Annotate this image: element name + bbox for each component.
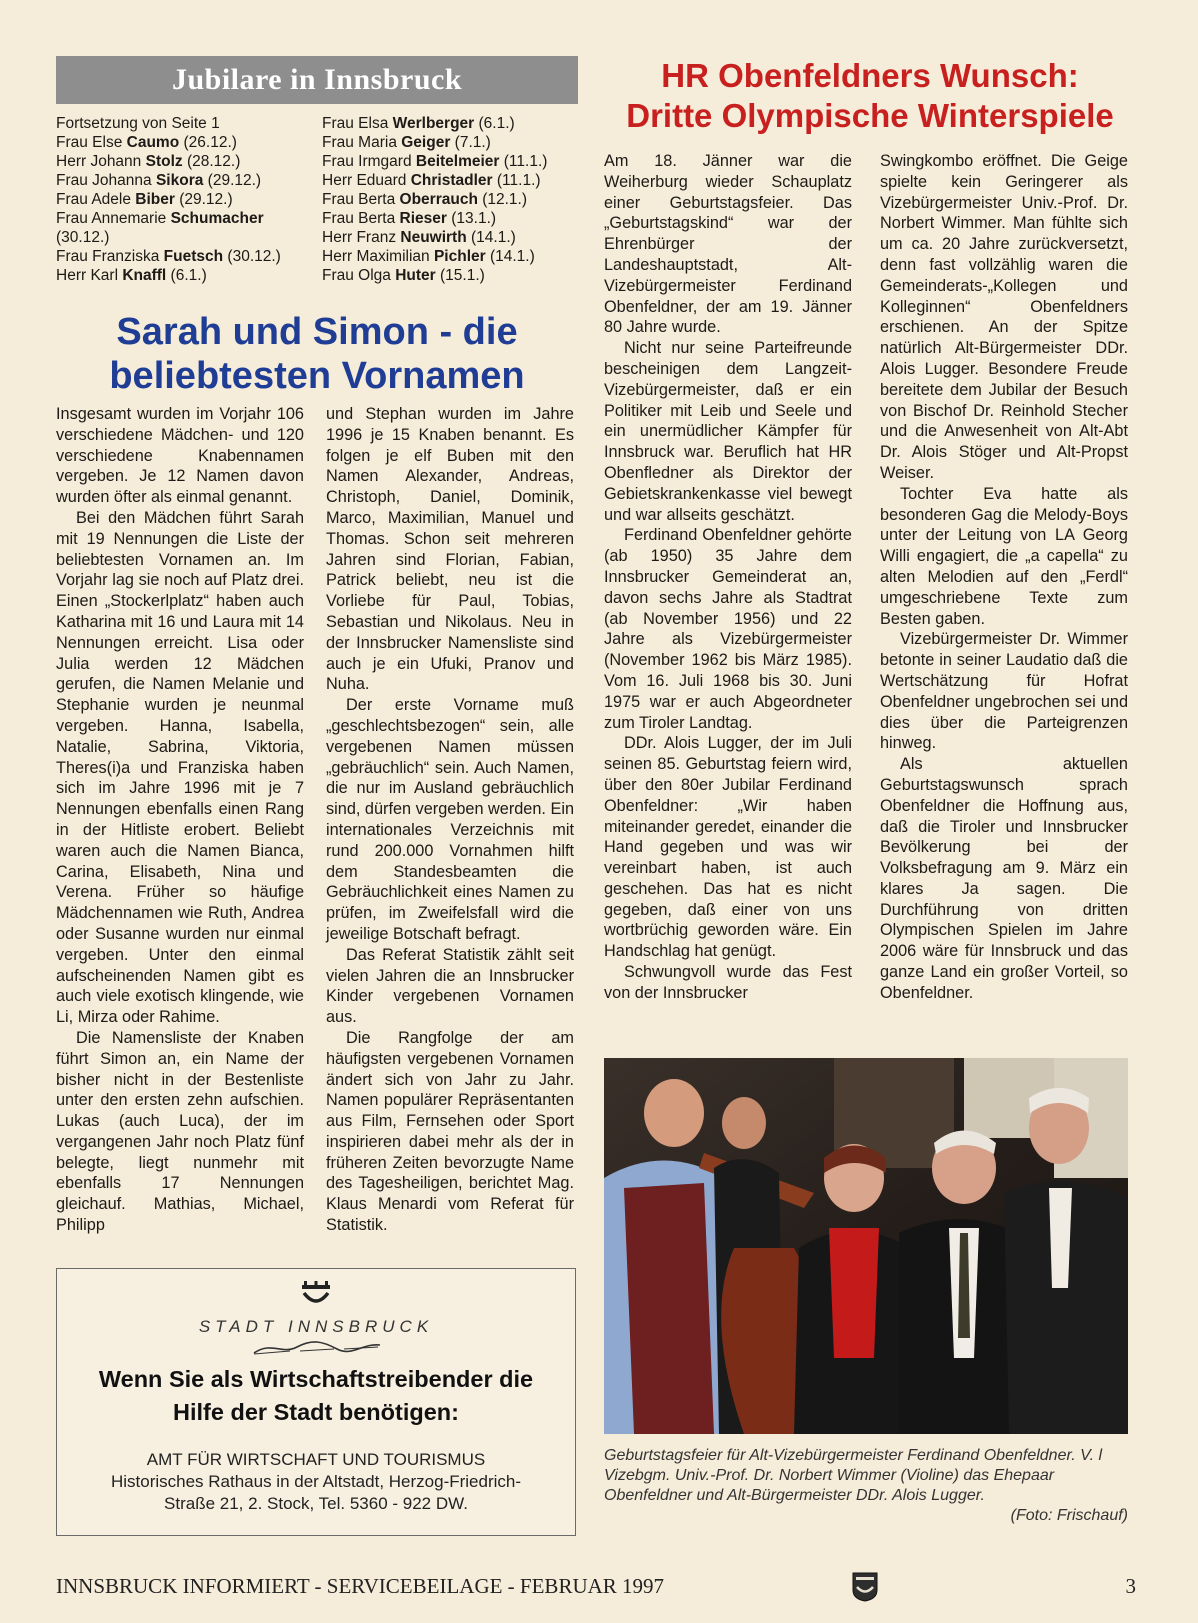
jubilar-title: Frau Else	[56, 134, 127, 151]
photo-credit: (Foto: Frischauf)	[1010, 1507, 1128, 1524]
jubilar-entry	[322, 190, 578, 209]
jubilar-entry	[322, 228, 578, 247]
jubilar-title: Herr Franz	[322, 229, 401, 246]
jubilare-title: Jubilare in Innsbruck	[171, 63, 463, 96]
jubilar-date: (12.1.)	[477, 191, 528, 208]
jubilare-list-left	[56, 114, 306, 285]
names-headline-line2: beliebtesten Vornamen	[109, 355, 525, 397]
jubilar-title: (30.12.)	[56, 229, 110, 246]
paragraph: Schwungvoll wurde das Fest von der Innsbrucker	[604, 963, 852, 1002]
jubilar-entry	[322, 152, 578, 171]
names-headline-line1: Sarah und Simon - die	[116, 311, 518, 353]
jubilare-list-right	[322, 114, 578, 285]
jubilar-date: (29.12.)	[174, 191, 233, 208]
ad-contact	[67, 1449, 565, 1515]
paragraph: Als aktuellen Geburtstagswunsch sprach Obenfeldner die Hoffnung aus, daß die Tiroler und Innsbrucker Bevölkerung bei der Volksbefragung am 9. März ein klares Ja sagen. Die Durchführung von dritten Olympischen Spielen im Jahre 2006 wäre für Innsbruck und das ganze Land ein großer Vorteil, so Obenfeldner.	[880, 755, 1128, 1002]
jubilar-date: (15.1.)	[435, 267, 485, 284]
jubilar-entry	[56, 209, 306, 228]
jubilar-surname: Geiger	[401, 134, 451, 151]
jubilar-entry	[322, 114, 578, 133]
jubilar-date: (26.12.)	[179, 134, 237, 151]
jubilar-surname: Neuwirth	[400, 229, 467, 246]
paragraph: Bei den Mädchen führt Sarah mit 19 Nennungen die Liste der beliebtesten Vornamen an. Im Vorjahr lag sie noch auf Platz drei. Einen „Stockerlplatz“ haben auch Katharina mit 16 und Laura mit 14 Nennungen erreicht. Lisa oder Julia werden 12 Mädchen gerufen, die Namen Melanie und Stephanie wurden je neunmal vergeben. Hanna, Isabella, Natalie, Sabrina, Viktoria, Theres(i)a und Franziska haben sich im Jahre 1996 mit je 7 Nennungen ebenfalls einen Rang in der Hitliste erobert. Beliebt waren auch die Namen Bianca, Carina, Elisabeth, Nina und Verena. Früher so häufige Mädchennamen wie Ruth, Andrea oder Susanne wurden nur einmal vergeben. Unter den einmal aufscheinenden Namen gibt es auch viele exotisch klingende, wie Li, Mirza oder Rahime.	[56, 508, 304, 1027]
jubilar-title: Frau Olga	[322, 267, 396, 284]
birthday-article-column-2	[880, 151, 1128, 1004]
jubilar-entry	[56, 152, 306, 171]
birthday-article-column-1	[604, 151, 852, 1004]
city-bridge-logo-icon	[300, 1281, 332, 1309]
paragraph: Vizebürgermeister Dr. Wimmer betonte in seiner Laudatio daß die Wertschätzung für Hofrat Obenfeldner ungebrochen sei und dies über die Parteigrenzen hinweg.	[880, 630, 1128, 753]
jubilar-surname: Biber	[135, 191, 175, 208]
jubilar-surname: Pichler	[433, 248, 486, 265]
paragraph: DDr. Alois Lugger, der im Juli seinen 85. Geburtstag feiern wird, über den 80er Jubilar Ferdinand Obenfeldner: „Wir haben miteinander geredet, einander die Hand gegeben und was wir vereinbart haben, ist auch geschehen. Das hat es nicht gegeben, daß einer von uns wortbrüchig geworden wäre. Ein Handschlag hat genügt.	[604, 734, 852, 961]
jubilar-entry	[56, 266, 306, 285]
jubilar-surname: Christadler	[410, 172, 493, 189]
ad-office: AMT FÜR WIRTSCHAFT UND TOURISMUS	[146, 1450, 486, 1469]
birthday-photo	[604, 1058, 1128, 1434]
paragraph: Die Namensliste der Knaben führt Simon an, ein Name der bisher nicht in der Bestenliste unter den ersten zehn aufschien. Lukas (auch Luca), der im vergangenen Jahr noch Platz fünf belegte, liegt nunmehr mit ebenfalls 17 Nennungen gleichauf. Mathias, Michael, Philipp	[56, 1028, 304, 1235]
jubilar-title: Herr Johann	[56, 153, 146, 170]
wave-logo-icon	[252, 1339, 382, 1357]
page-number: 3	[1125, 1574, 1136, 1598]
photo-caption	[604, 1446, 1128, 1526]
jubilar-date: (7.1.)	[450, 134, 491, 151]
paragraph: Am 18. Jänner war die Weiherburg wieder Schauplatz einer Geburtstagsfeier. Das „Geburtstagskind“ war der Ehrenbürger der Landeshauptstadt, Alt-Vizebürgermeister Ferdinand Obenfeldner, der am 19. Jänner 80 Jahre wurde.	[604, 152, 852, 337]
jubilar-title: Frau Elsa	[322, 115, 393, 132]
jubilar-entry	[56, 133, 306, 152]
jubilar-entry	[56, 114, 306, 133]
birthday-headline-line1: HR Obenfeldners Wunsch:	[661, 57, 1079, 94]
birthday-headline-line2: Dritte Olympische Winterspiele	[626, 97, 1114, 134]
jubilar-title: Herr Karl	[56, 267, 123, 284]
jubilar-surname: Knaffl	[122, 267, 167, 284]
footer-publication: INNSBRUCK INFORMIERT - SERVICEBEILAGE - FEBRUAR 1997	[56, 1574, 665, 1598]
paragraph: Tochter Eva hatte als besonderen Gag die Melody-Boys unter der Leitung von LA Georg Willi engagiert, die „a capella“ zu alten Melodien auf den „Ferdl“ umgeschriebene Texte zum Besten gaben.	[880, 484, 1128, 628]
jubilar-title: Frau Berta	[322, 191, 400, 208]
jubilar-surname: Rieser	[399, 210, 447, 227]
ad-address-line1: Historisches Rathaus in der Altstadt, Herzog-Friedrich-	[110, 1472, 522, 1491]
jubilar-surname: Huter	[395, 267, 436, 284]
names-headline	[56, 310, 578, 398]
jubilar-entry	[56, 228, 306, 247]
paragraph: Swingkombo eröffnet. Die Geige spielte kein Geringerer als Vizebürgermeister Univ.-Prof. Dr. Norbert Wimmer. Man fühlte sich um ca. 20 Jahre zurückversetzt, denn fast vollzählig waren die Gemeinderats-„Kollegen und Kolleginnen“ Obenfeldners erschienen. An der Spitze natürlich Alt-Bürgermeister DDr. Alois Lugger. Besondere Freude bereitete dem Jubilar der Besuch von Bischof Dr. Reinhold Stecher und die Anwesenheit von Alt-Abt Dr. Alois Stöger und Alt-Propst Weiser.	[880, 152, 1128, 482]
names-article-column-2	[326, 404, 574, 1236]
jubilar-title: Frau Berta	[322, 210, 400, 227]
names-article-column-1	[56, 404, 304, 1236]
jubilar-date: (6.1.)	[166, 267, 207, 284]
paragraph: und Stephan wurden im Jahre 1996 je 15 Knaben benannt. Es folgen je elf Buben mit den Namen Alexander, Andreas, Christoph, Daniel, Dominik, Marco, Maximilian, Manuel und Thomas. Schon seit mehreren Jahren sind Florian, Fabian, Patrick beliebt, neu ist die Vorliebe für Paul, Tobias, Sebastian und Nikolaus. Neu in der Innsbrucker Namensliste sind auch je ein Ufuki, Pranov und Nuha.	[326, 405, 574, 694]
jubilar-date: (13.1.)	[446, 210, 497, 227]
jubilar-entry	[322, 209, 578, 228]
photo-caption-text: Geburtstagsfeier für Alt-Vizebürgermeister Ferdinand Obenfeldner. V. l Vizebgm. Univ.-Prof. Dr. Norbert Wimmer (Violine) das Ehepaar Obenfeldner und Alt-Bürgermeister DDr. Alois Lugger.	[604, 1447, 1103, 1504]
jubilar-date: (11.1.)	[499, 153, 548, 170]
paragraph: Der erste Vorname muß „geschlechtsbezogen“ sein, alle vergebenen Namen müssen „gebräuchlich“ sein. Auch Namen, die nur im Ausland gebräuchlich sind, dürfen vergeben werden. Ein internationales Verzeichnis mit rund 200.000 Vornahmen hilft dem Standesbeamten die Gebräuchlichkeit eines Namen zu prüfen, im Zweifelsfall wird die jeweilige Botschaft befragt.	[326, 696, 574, 943]
jubilar-entry	[56, 247, 306, 266]
paragraph: Die Rangfolge der am häufigsten vergebenen Vornamen ändert sich von Jahr zu Jahr. Namen populärer Repräsentanten aus Film, Fernsehen oder Sport inspirieren dabei mehr als der in früheren Zeiten bevorzugte Name des Tagesheiligen, berichtet Mag. Klaus Menardi vom Referat für Statistik.	[326, 1028, 574, 1235]
jubilar-surname: Sikora	[155, 172, 204, 189]
jubilar-entry	[56, 190, 306, 209]
jubilar-date: (30.12.)	[223, 248, 281, 265]
jubilar-title: Fortsetzung von Seite 1	[56, 115, 220, 132]
jubilar-date: (29.12.)	[203, 172, 262, 189]
jubilar-date: (14.1.)	[466, 229, 516, 246]
jubilar-title: Frau Annemarie	[56, 210, 171, 227]
ad-address-line2: Straße 21, 2. Stock, Tel. 5360 - 922 DW.	[164, 1494, 468, 1513]
jubilar-surname: Oberrauch	[399, 191, 478, 208]
paragraph: Das Referat Statistik zählt seit vielen Jahren die an Innsbrucker Kinder vergebenen Vornamen aus.	[326, 945, 574, 1027]
jubilar-entry	[56, 171, 306, 190]
birthday-headline	[600, 56, 1140, 136]
jubilar-surname: Beitelmeier	[415, 153, 500, 170]
jubilar-entry	[322, 133, 578, 152]
jubilar-surname: Werlberger	[392, 115, 475, 132]
jubilar-title: Herr Maximilian	[322, 248, 434, 265]
jubilar-entry	[322, 171, 578, 190]
jubilar-surname: Caumo	[126, 134, 180, 151]
jubilar-surname: Stolz	[145, 153, 183, 170]
city-service-ad	[56, 1268, 576, 1536]
jubilar-title: Frau Franziska	[56, 248, 164, 265]
jubilar-entry	[322, 247, 578, 266]
jubilare-banner	[56, 56, 578, 104]
jubilar-date: (28.12.)	[182, 153, 241, 170]
paragraph: Insgesamt wurden im Vorjahr 106 verschiedene Mädchen- und 120 verschiedene Knabennamen vergeben. Je 12 Namen davon wurden öfter als einmal genannt.	[56, 405, 304, 507]
jubilar-date: (6.1.)	[474, 115, 515, 132]
ad-headline	[67, 1363, 565, 1429]
ad-headline-line2: Hilfe der Stadt benötigen:	[173, 1399, 459, 1425]
jubilar-surname: Fuetsch	[163, 248, 224, 265]
ad-brand: STADT INNSBRUCK	[198, 1317, 434, 1336]
jubilar-title: Frau Johanna	[56, 172, 156, 189]
jubilar-date: (14.1.)	[485, 248, 535, 265]
city-crest-icon	[852, 1572, 878, 1602]
jubilar-surname: Schumacher	[170, 210, 264, 227]
jubilar-date: (11.1.)	[492, 172, 541, 189]
ad-headline-line1: Wenn Sie als Wirtschaftstreibender die	[98, 1366, 534, 1392]
party-photo-image	[604, 1058, 1128, 1434]
jubilar-title: Herr Eduard	[322, 172, 411, 189]
paragraph: Ferdinand Obenfeldner gehörte (ab 1950) 35 Jahre dem Innsbrucker Gemeinderat an, davon sechs Jahre als Stadtrat (ab November 1956) und 22 Jahre als Vizebürgermeister (November 1962 bis März 1985). Vom 16. Juli 1968 bis 30. Juni 1975 war er auch Abgeordneter zum Tiroler Landtag.	[604, 526, 852, 732]
page-footer	[56, 1574, 1136, 1604]
jubilar-title: Frau Irmgard	[322, 153, 416, 170]
jubilar-title: Frau Adele	[56, 191, 136, 208]
paragraph: Nicht nur seine Parteifreunde bescheinigen dem Langzeit-Vizebürgermeister, daß er ein Politiker mit Leib und Seele und ein unermüdlicher Kämpfer für Innsbruck war. Beruflich hat HR Obenfledner als Direktor der Gebietskrankenkasse viel bewegt und war allseits geschätzt.	[604, 339, 852, 524]
jubilar-entry	[322, 266, 578, 285]
jubilar-title: Frau Maria	[322, 134, 402, 151]
